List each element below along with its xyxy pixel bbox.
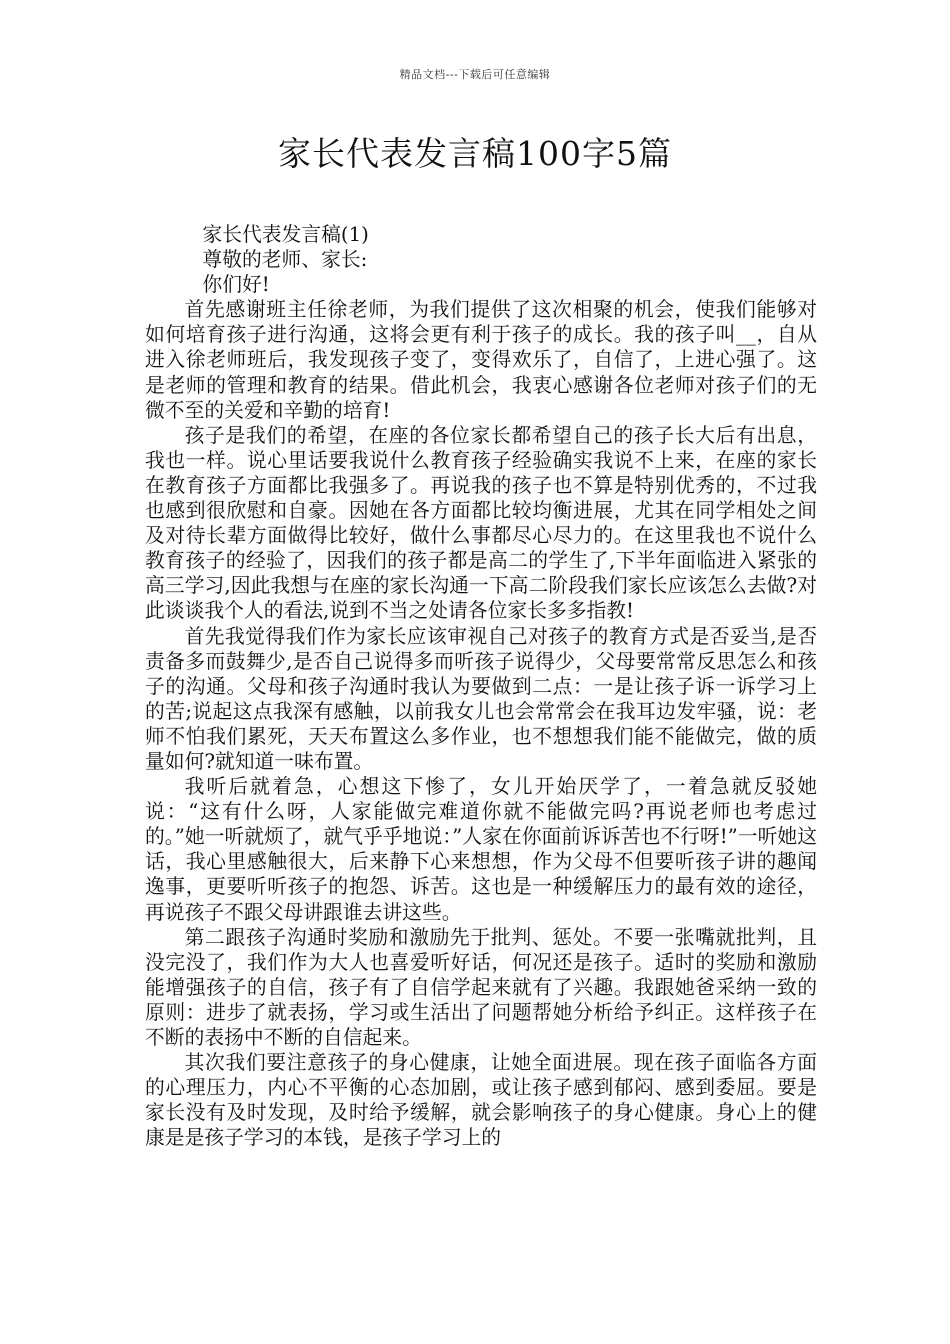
paragraph: 首先我觉得我们作为家长应该审视自己对孩子的教育方式是否妥当,是否责备多而鼓舞少,是否自己说得多而听孩子说得少，父母要常常反思怎么和孩子的沟通。父母和孩子沟通时我认为要做到二点：一是让孩子诉一诉学习上的苦;说起这点我深有感触，以前我女儿也会常常会在我耳边发牢骚，说：老师不怕我们累死，天天布置这么多作业，也不想想我们能不能做完，做的质量如何?就知道一味布置。 [145,624,817,773]
paragraph: 我听后就着急，心想这下惨了，女儿开始厌学了，一着急就反驳她说：“这有什么呀，人家能做完难道你就不能做完吗?再说老师也考虑过的。”她一听就烦了，就气乎乎地说：”人家在你面前诉诉苦也不行呀!”一听她这话，我心里感触很大，后来静下心来想想，作为父母不但要听孩子讲的趣闻逸事，更要听听孩子的抱怨、诉苦。这也是一种缓解压力的最有效的途径，再说孩子不跟父母讲跟谁去讲这些。 [145,775,817,924]
document-title: 家长代表发言稿100字5篇 [278,134,672,173]
salutation: 尊敬的老师、家长: [202,248,368,272]
document-body [145,222,817,1150]
page-header-note: 精品文档---下载后可任意编辑 [399,68,551,81]
greeting: 你们好! [202,273,270,297]
paragraph: 其次我们要注意孩子的身心健康，让她全面进展。现在孩子面临各方面的心理压力，内心不平衡的心态加剧，或让孩子感到郁闷、感到委屈。要是家长没有及时发现，及时给予缓解，就会影响孩子的身心健康。身心上的健康是是孩子学习的本钱，是孩子学习上的 [145,1051,817,1150]
paragraph: 孩子是我们的希望，在座的各位家长都希望自己的孩子长大后有出息，我也一样。说心里话要我说什么教育孩子经验确实我说不上来，在座的家长在教育孩子方面都比我强多了。再说我的孩子也不算是特别优秀的，不过我也感到很欣慰和自豪。因她在各方面都比较均衡进展，尤其在同学相处之间及对待长辈方面做得比较好，做什么事都尽心尽力的。在这里我也不说什么教育孩子的经验了，因我们的孩子都是高二的学生了,下半年面临进入紧张的高三学习,因此我想与在座的家长沟通一下高二阶段我们家长应该怎么去做?对此谈谈我个人的看法,说到不当之处请各位家长多多指教! [145,423,817,623]
paragraph: 首先感谢班主任徐老师，为我们提供了这次相聚的机会，使我们能够对如何培育孩子进行沟通，这将会更有利于孩子的成长。我的孩子叫__，自从进入徐老师班后，我发现孩子变了，变得欢乐了，自信了，上进心强了。这是老师的管理和教育的结果。借此机会，我衷心感谢各位老师对孩子们的无微不至的关爱和辛勤的培育! [145,298,817,422]
paragraph: 第二跟孩子沟通时奖励和激励先于批判、惩处。不要一张嘴就批判，且没完没了，我们作为大人也喜爱听好话，何况还是孩子。适时的奖励和激励能增强孩子的自信，孩子有了自信学起来就有了兴趣。我跟她爸采纳一致的原则：进步了就表扬，学习或生活出了问题帮她分析给予纠正。这样孩子在不断的表扬中不断的自信起来。 [145,925,817,1049]
section-heading: 家长代表发言稿(1) [202,223,369,246]
